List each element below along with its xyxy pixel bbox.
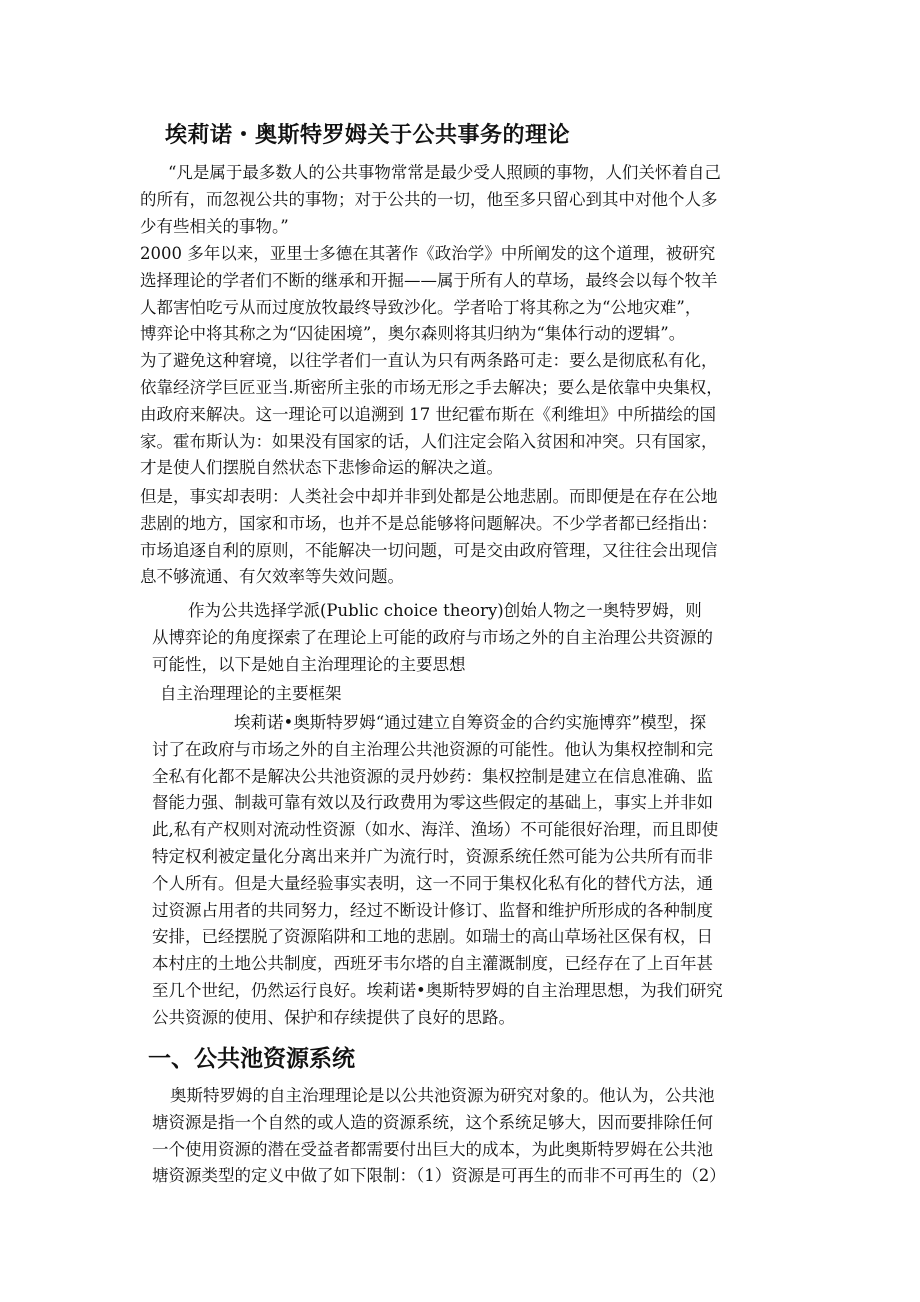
paragraph-1 (140, 241, 785, 482)
quote-line: 的所有，而忽视公共的事物；对于公共的一切，他至多只留心到其中对他个人多 (140, 189, 718, 209)
paragraph-line: 从博弈论的角度探索了在理论上可能的政府与市场之外的自主治理公共资源的 (152, 627, 713, 647)
paragraph-line: 安排，已经摆脱了资源陷阱和工地的悲剧。如瑞士的高山草场社区保有权，日 (152, 927, 713, 947)
paragraph-line: 人都害怕吃亏从而过度放牧最终导致沙化。学者哈丁将其称之为“公地灾难”， (140, 297, 702, 317)
paragraph-line: 至几个世纪，仍然运行良好。埃莉诺•奥斯特罗姆的自主治理思想，为我们研究 (152, 980, 723, 1000)
paragraph-line: 本村庄的土地公共制度，西班牙韦尔塔的自主灌溉制度，已经存在了上百年甚 (152, 954, 713, 974)
paragraph-line: 塘资源是指一个自然的或人造的资源系统，这个系统足够大，因而要排除任何 (152, 1112, 713, 1132)
paragraph-line: 才是使人们摆脱自然状态下悲惨命运的解决之道。 (140, 458, 503, 478)
paragraph-line: 作为公共选择学派(Public choice theory)创始人物之一奥特罗姆，则 (188, 601, 702, 620)
quote-paragraph (140, 160, 780, 240)
paragraph-line: 奥斯特罗姆的自主治理理论是以公共池资源为研究对象的。他认为，公共池 (170, 1086, 715, 1105)
paragraph-line: 市场追逐自利的原则，不能解决一切问题，可是交由政府管理，又往往会出现信 (140, 540, 718, 560)
paragraph-line: 选择理论的学者们不断的继承和开掘——属于所有人的草场，最终会以每个牧羊 (140, 270, 718, 290)
paragraph-line: 此,私有产权则对流动性资源（如水、海洋、渔场）不可能很好治理，而且即使 (152, 820, 719, 840)
paragraph-line: 个人所有。但是大量经验事实表明，这一不同于集权化私有化的替代方法，通 (152, 873, 713, 893)
paragraph-2 (140, 484, 785, 591)
paragraph-line: 为了避免这种窘境，以往学者们一直认为只有两条路可走：要么是彻底私有化， (140, 351, 718, 371)
paragraph-line: 依靠经济学巨匠亚当.斯密所主张的市场无形之手去解决；要么是依靠中央集权， (140, 377, 723, 397)
paragraph-line: 塘资源类型的定义中做了如下限制：（1）资源是可再生的而非不可再生的（2） (152, 1166, 726, 1186)
paragraph-line: 家。霍布斯认为：如果没有国家的话，人们注定会陷入贫困和冲突。只有国家， (140, 431, 718, 451)
paragraph-line: 可能性，以下是她自主治理理论的主要思想 (152, 654, 466, 674)
paragraph-line: 一个使用资源的潜在受益者都需要付出巨大的成本，为此奥斯特罗姆在公共池 (152, 1139, 713, 1159)
paragraph-line: 2000 多年以来，亚里士多德在其著作《政治学》中所阐发的这个道理，被研究 (140, 244, 716, 263)
paragraph-line: 全私有化都不是解决公共池资源的灵丹妙药：集权控制是建立在信息准确、监 (152, 766, 713, 786)
paragraph-line: 讨了在政府与市场之外的自主治理公共池资源的可能性。他认为集权控制和完 (152, 739, 713, 759)
paragraph-line: 过资源占用者的共同努力，经过不断设计修订、监督和维护所形成的各种制度 (152, 900, 713, 920)
paragraph-line: 由政府来解决。这一理论可以追溯到 17 世纪霍布斯在《利维坦》中所描绘的国 (140, 404, 716, 424)
paragraph-4 (152, 710, 792, 1032)
paragraph-line: 督能力强、制裁可靠有效以及行政费用为零这些假定的基础上，事实上并非如 (152, 793, 713, 813)
document-title: 埃莉诺・奥斯特罗姆关于公共事务的理论 (165, 123, 571, 148)
paragraph-line: 特定权利被定量化分离出来并广为流行时，资源系统任然可能为公共所有而非 (152, 846, 713, 866)
paragraph-5 (152, 1083, 792, 1190)
subheading-framework: 自主治理理论的主要框架 (160, 684, 342, 703)
paragraph-line: 埃莉诺•奥斯特罗姆“通过建立自筹资金的合约实施博弈”模型，探 (234, 713, 707, 732)
quote-line: 少有些相关的事物。” (140, 216, 289, 236)
paragraph-3 (152, 598, 792, 678)
paragraph-line: 但是，事实却表明：人类社会中却并非到处都是公地悲剧。而即便是在存在公地 (140, 487, 718, 506)
paragraph-line: 博弈论中将其称之为“囚徒困境”，奥尔森则将其归纳为“集体行动的逻辑”。 (140, 324, 686, 344)
paragraph-line: 公共资源的使用、保护和存续提供了良好的思路。 (152, 1007, 515, 1027)
paragraph-line: 息不够流通、有欠效率等失效问题。 (140, 567, 404, 587)
quote-line: “凡是属于最多数人的公共事物常常是最少受人照顾的事物，人们关怀着自己 (168, 163, 721, 182)
paragraph-line: 悲剧的地方，国家和市场，也并不是总能够将问题解决。不少学者都已经指出： (140, 513, 718, 533)
section-heading-1: 一、公共池资源系统 (148, 1046, 355, 1072)
